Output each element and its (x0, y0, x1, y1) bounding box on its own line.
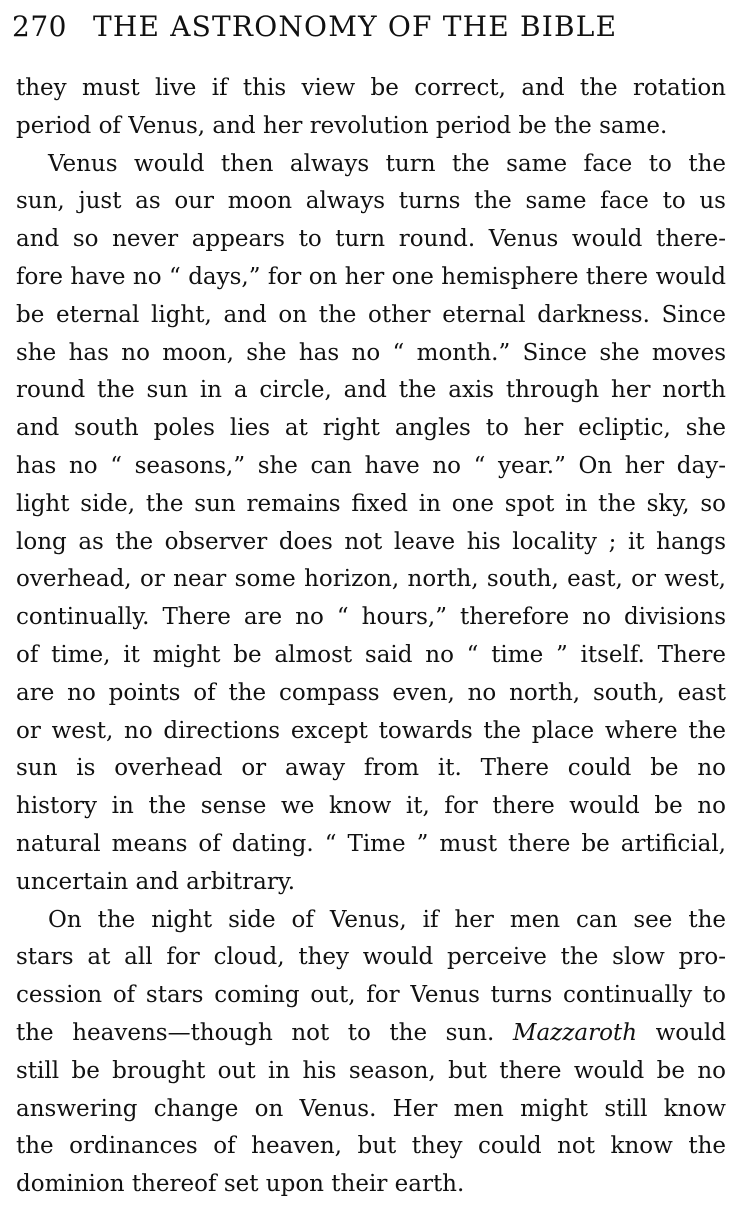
text-line: fore have no “ days,” for on her one hemisphere there would (16, 263, 726, 290)
text-line: dominion thereof set upon their earth. (16, 1171, 465, 1198)
text-line: light side, the sun remains fixed in one spot in the sky, so (16, 490, 726, 517)
text-line: they must live if this view be correct, and the rotation (16, 75, 726, 101)
page-number: 270 (12, 10, 67, 43)
text-line: has no “ seasons,” she can have no “ year.” On her day- (16, 452, 726, 479)
text-segment: would (655, 1019, 726, 1046)
text-line (16, 1015, 726, 1053)
text-line: answering change on Venus. Her men might still know (16, 1095, 726, 1122)
text-segment: the heavens—though not to the sun. (16, 1019, 495, 1046)
text-line: and south poles lies at right angles to her ecliptic, she (16, 415, 726, 442)
text-line: be eternal light, and on the other eternal darkness. Since (16, 301, 726, 328)
body-text (16, 70, 726, 1204)
text-line: overhead, or near some horizon, north, south, east, or west, (16, 566, 726, 593)
text-line: cession of stars coming out, for Venus turns continually to (16, 982, 726, 1009)
running-title: THE ASTRONOMY OF THE BIBLE (93, 10, 618, 43)
text-line: or west, no directions except towards the place where the (16, 717, 726, 744)
text-line: the ordinances of heaven, but they could not know the (16, 1133, 726, 1160)
text-line: of time, it might be almost said no “ time ” itself. There (16, 641, 726, 668)
text-line: uncertain and arbitrary. (16, 868, 296, 895)
text-line: still be brought out in his season, but there would be no (16, 1057, 726, 1084)
text-line: are no points of the compass even, no north, south, east (16, 679, 726, 706)
paragraph-first-line: On the night side of Venus, if her men can see the (48, 906, 726, 933)
text-line: she has no moon, she has no “ month.” Since she moves (16, 339, 726, 366)
text-line: continually. There are no “ hours,” therefore no divisions (16, 604, 726, 631)
text-line: stars at all for cloud, they would perceive the slow pro- (16, 944, 726, 971)
text-line: period of Venus, and her revolution period be the same. (16, 112, 668, 139)
text-line: sun is overhead or away from it. There could be no (16, 755, 726, 782)
text-line: round the sun in a circle, and the axis through her north (16, 377, 726, 404)
italic-term: Mazzaroth (512, 1019, 638, 1046)
page-header (12, 10, 732, 54)
text-line: sun, just as our moon always turns the same face to us (16, 188, 726, 215)
text-line: and so never appears to turn round. Venus would there- (16, 226, 726, 253)
text-line: natural means of dating. “ Time ” must there be artificial, (16, 830, 726, 857)
text-line: long as the observer does not leave his locality ; it hangs (16, 528, 726, 555)
paragraph-first-line: Venus would then always turn the same face to the (48, 150, 726, 177)
text-line: history in the sense we know it, for there would be no (16, 793, 726, 820)
